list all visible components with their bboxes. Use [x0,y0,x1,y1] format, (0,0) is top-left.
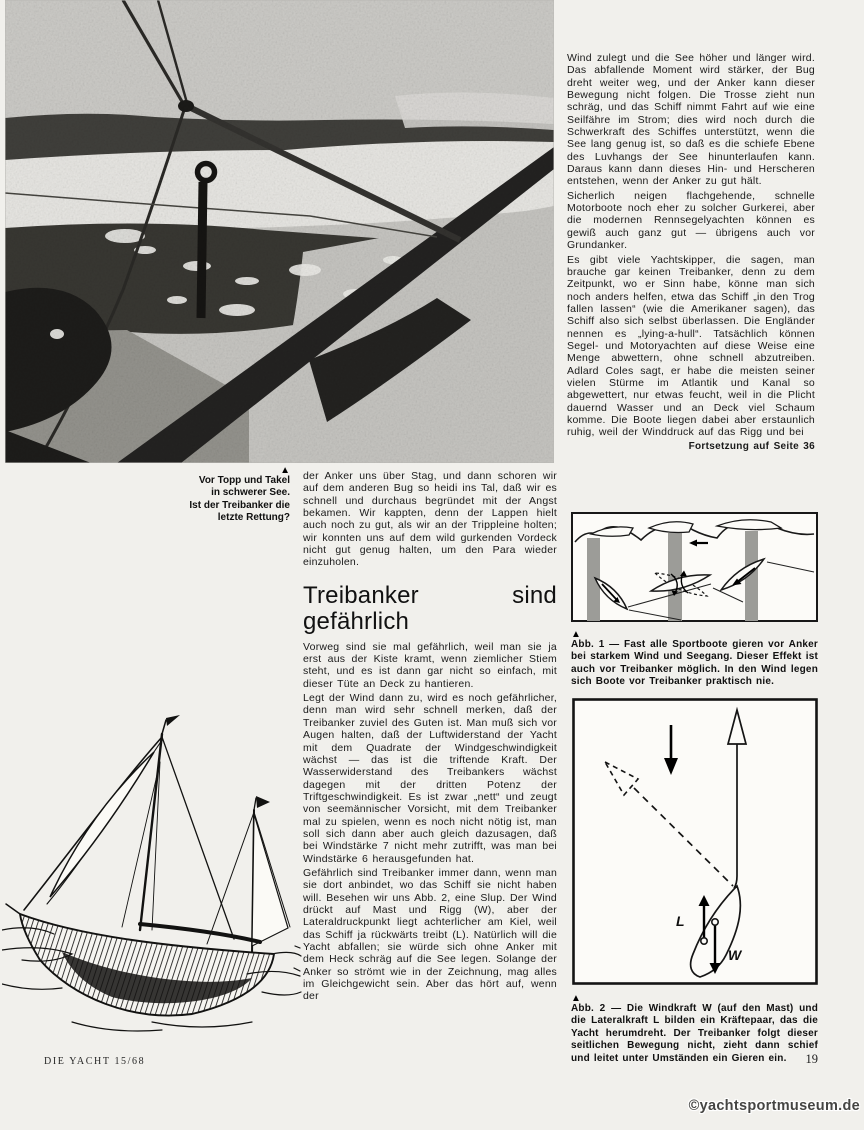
photo-caption-line: Vor Topp und Takel [198,475,290,486]
paragraph: Sicherlich neigen flachgehende, schnelle Motorboote noch eher zu solcher Gurkerei, aber die modernen Rennsegelyachten können es gewiß auch ganz gut — übrigens auch vor Grundanker. [567,189,815,252]
figure-1-art [571,512,818,622]
storm-sea-photo [5,0,554,463]
photo-caption-line: letzte Rettung? [217,511,290,523]
continuation-note: Fortsetzung auf Seite 36 [688,440,815,452]
figure-2-art [572,698,818,985]
wind-force-label: W [728,947,742,963]
paragraph: Wind zulegt und die See höher und länger wird. Das abfallende Moment wird stärker, der Bug dreht weiter weg, und der Anker kann dieser Bewegung nicht folgen. Die Trosse zieht nun schräg, und das Schiff nimmt Fahrt auf wie eine Seilfähre im Strom; dies wird noch durch die Schwerkraft des Schiffes unterstützt, wenn die See lang genug ist, so daß es die schiefe Ebene des Luvhangs der See hinunterlaufen kann. Daraus kann dann dieses Hin- und Herscheren entstehen, wenn der Anker zu gut hält. [567,52,815,188]
magazine-issue-footer: DIE YACHT 15/68 [44,1056,146,1067]
figure-2-force-diagram [572,698,818,985]
lateral-force-label: L [676,913,685,929]
figure-1-caption-text: Abb. 1 — Fast alle Sportboote gieren vor Anker bei starkem Wind und Seegang. Dieser Effekt ist auch vor Treibanker möglich. In den Wind legen sich Boote vor Treibanker praktisch nie. [571,639,818,688]
figure-2-caption-text: Abb. 2 — Die Windkraft W (auf den Mast) und die Lateralkraft L bilden ein Kräftepaar, das die Yacht herumdreht. Der Treibanker folgt dieser seitlichen Bewegung nicht, zieht dann schief und leitet unter Umständen ein Gieren ein. [571,1003,818,1064]
mizzen-flag [256,796,270,808]
caption-arrow-up-icon: ▲ [280,465,290,476]
paragraph: Legt der Wind dann zu, wird es noch gefährlicher, denn man wird sehr schnell merken, daß der Treibanker zuviel des Guten ist. Man muß sich vor Augen halten, daß der Luftwiderstand der Yacht mit dem Quadrate der Windgeschwindigkeit wächst — das ist die triftende Kraft. Der Wasserwiderstand des Treibankers wächst dagegen mit der dritten Potenz der Triftgeschwindigkeit. Es ist zwar „nett“ und zeugt von seemännischer Vorsicht, mit dem Treibanker mal zu spielen, wenn es noch nicht nötig ist, man soll sich dann aber auch gleich dazusagen, daß bei Windstärke 7 nicht mehr zutrifft, was man bei Windstärke 6 herausgefunden hat. [303,692,557,865]
watermark: ©yachtsportmuseum.de [688,1098,860,1114]
figure-1-yawing-diagram [571,512,818,622]
caption-arrow-up-icon: ▲ [571,993,581,1004]
figure-2-caption [571,994,818,1065]
paragraph: Es gibt viele Yachtskipper, die sagen, man brauche gar keinen Treibanker, denn zu dem Zeitpunkt, wo er Sinn habe, könne man sich noch anders helfen, etwa das Schiff „in den Trog fallen lassen“ (wie die Amerikaner sagen), das Schiff also sich selbst überlassen. Die Engländer nennen es „lying-a-hull“. Tatsächlich können Segel- und Motoryachten auf diese Weise eine Menge abwettern, ohne schnell abzutreiben. Adlard Coles sagt, er habe die meisten seiner vielen Stürme im Atlantik und Kanal so abgewettert, nur etwas feucht, weil in die Plicht dauernd Wasser und an Deck viel Schaum komme. Die Boote liegen dabei aber erstaunlich ruhig, weil der Winddruck auf das Rigg und bei [567,253,815,439]
paragraph: der Anker uns über Stag, und dann schoren wir auf dem anderen Bug so heidi ins Tal, daß wir es schnell und durchaus begründet mit der Angst bekamen. Wir kappten, denn der Lappen hielt auch noch zu gut, als wir an der Trippleine holten; wir konnten uns auf dem wild gurkenden Vordeck nicht gut genug halten, um den Para wieder einzuholen. [303,470,557,569]
storm-sea-photo-art [5,0,554,463]
figure-1-caption [571,630,818,689]
furled-mainsail [140,924,260,942]
photo-caption-line: Ist der Treibanker die [189,499,290,511]
photo-caption [148,466,290,524]
article-heading: Treibanker sind gefährlich [303,581,557,635]
photo-caption-line: in schwerer See. [211,487,290,499]
paragraph: Gefährlich sind Treibanker immer dann, wenn man sie dort anbindet, wo das Schiff sie nicht haben will. Besehen wir uns Abb. 2, eine Slup. Der Wind drückt auf Mast und Rigg (W), aber der Lateraldruckpunkt liegt achterlicher am Kiel, weil das Schiff ja rückwärts treibt (L). Natürlich will die Yacht abfallen; sie würde sich ohne Anker mit dem Heck schräg auf die See legen. Solange der Anker so strömt wie in der Zeichnung, mag alles im Gleichgewicht sein. Aber das hört auf, wenn der [303,866,557,1003]
right-column [567,52,815,453]
masthead-flag [166,715,180,726]
mizzen-sail [252,814,288,946]
furled-jib [50,752,154,897]
middle-column [303,470,557,1005]
sailboat-sketch [2,692,302,1052]
sailboat-sketch-art [2,692,302,1052]
paragraph: Vorweg sind sie mal gefährlich, weil man sie ja erst aus der Kiste kramt, wenn ziemlicher Stiem steht, und es ist dann gar nicht so einfach, mit dieser Tüte an Deck zu hantieren. [303,640,557,690]
caption-arrow-up-icon: ▲ [571,629,581,640]
page-number: 19 [805,1052,818,1066]
backstay [162,737,234,939]
